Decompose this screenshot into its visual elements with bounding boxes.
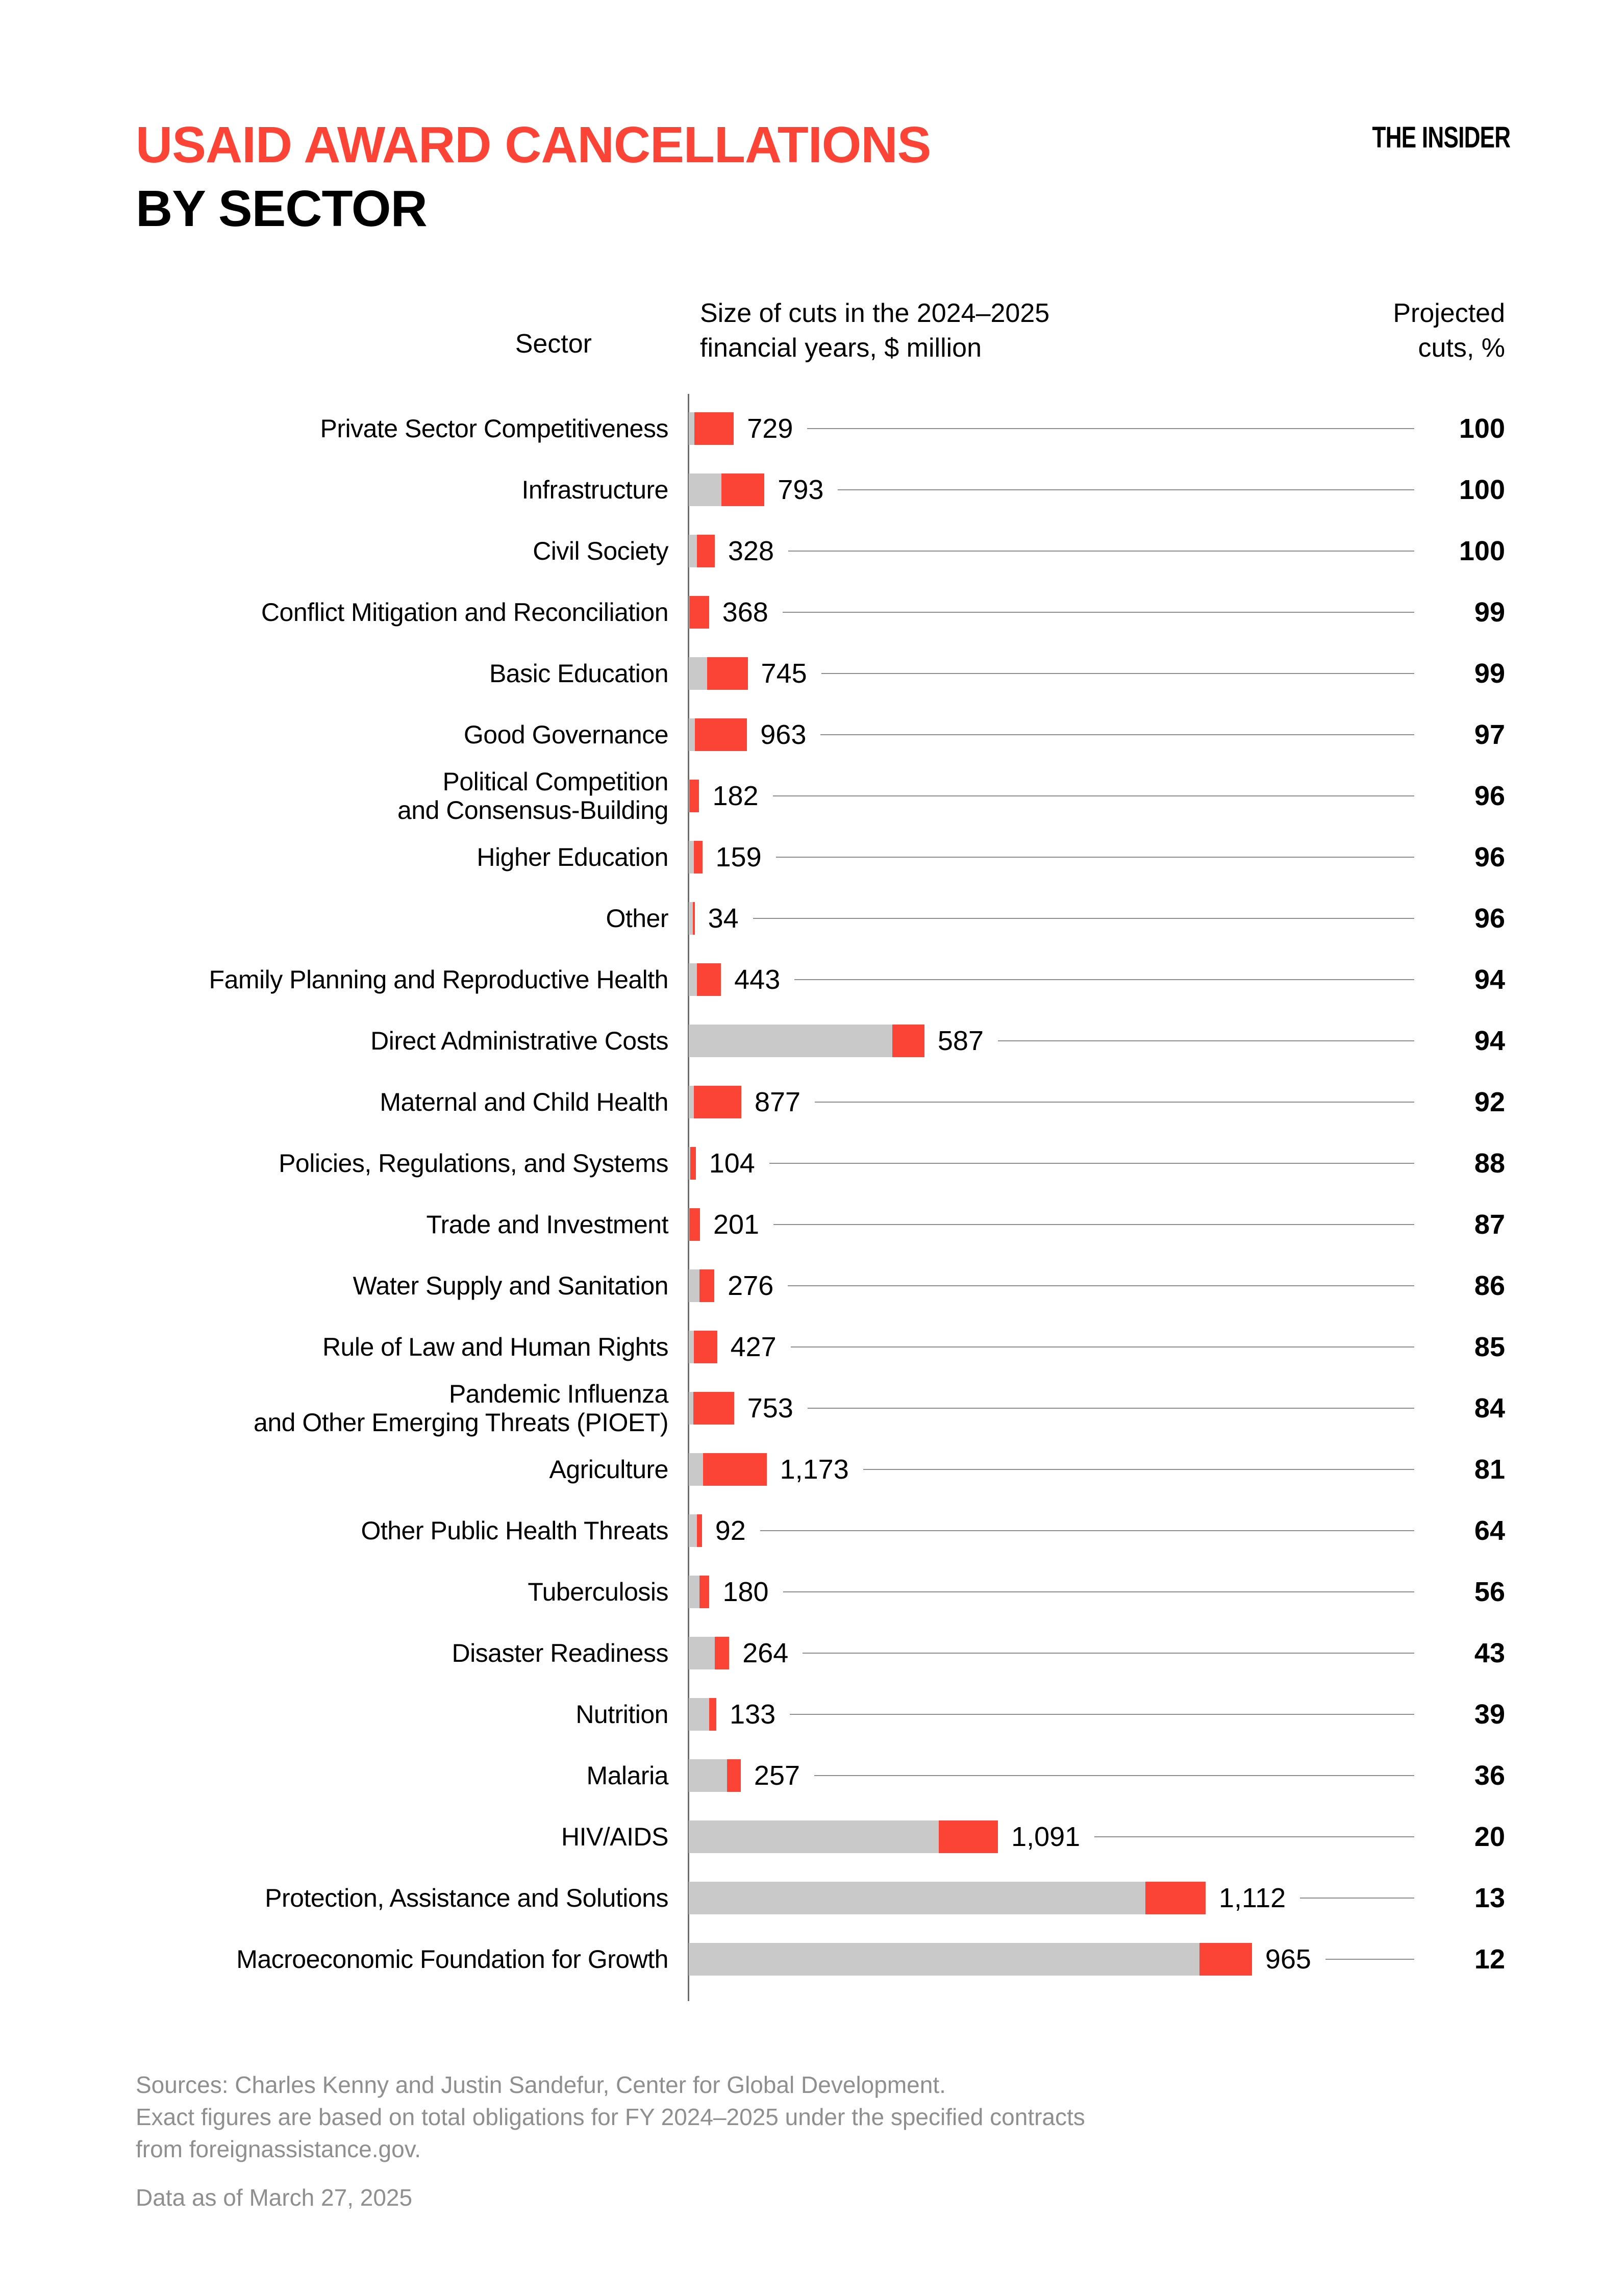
value-label: 34	[708, 903, 739, 934]
value-label: 877	[754, 1087, 801, 1117]
leader-line	[808, 1408, 1414, 1409]
bar-row	[0, 1867, 1602, 1929]
bar-row	[0, 949, 1602, 1010]
value-label: 1,091	[1011, 1821, 1081, 1852]
bar-remaining-gray	[689, 902, 693, 935]
percent-label: 43	[1474, 1638, 1505, 1668]
leader-line	[783, 612, 1414, 613]
bar-cuts-red	[694, 841, 703, 874]
sector-label: Nutrition	[575, 1700, 668, 1729]
bar-cuts-red	[727, 1759, 741, 1792]
leader-line	[760, 1530, 1414, 1531]
sector-label: Conflict Mitigation and Reconciliation	[261, 598, 668, 627]
percent-label: 87	[1474, 1209, 1505, 1240]
bar-row	[0, 1316, 1602, 1378]
percent-label: 99	[1474, 658, 1505, 689]
leader-line	[753, 918, 1414, 919]
bar-row	[0, 1439, 1602, 1500]
sector-label: Political Competition and Consensus-Building	[397, 767, 668, 825]
leader-line	[838, 489, 1414, 490]
sector-label: HIV/AIDS	[561, 1823, 668, 1851]
bar-row	[0, 1255, 1602, 1316]
value-label: 257	[754, 1760, 800, 1791]
bar-row	[0, 704, 1602, 765]
leader-line	[794, 979, 1414, 980]
bar-row	[0, 1133, 1602, 1194]
bar-chart-rows	[0, 398, 1602, 1990]
bar-remaining-gray	[689, 1882, 1145, 1914]
leader-line	[815, 1102, 1414, 1103]
sector-label: Private Sector Competitiveness	[320, 414, 668, 443]
leader-line	[783, 1591, 1414, 1592]
leader-line	[773, 1224, 1414, 1225]
bar-row	[0, 1500, 1602, 1561]
column-header-size-line2: financial years, $ million	[700, 333, 982, 363]
bar-row	[0, 1194, 1602, 1255]
column-header-sector: Sector	[515, 329, 592, 359]
bar-row	[0, 1806, 1602, 1867]
value-label: 793	[778, 475, 824, 505]
value-label: 328	[728, 536, 774, 566]
bar-cuts-red	[699, 1576, 709, 1608]
bar-remaining-gray	[689, 1637, 715, 1669]
percent-label: 88	[1474, 1148, 1505, 1179]
bar-row	[0, 888, 1602, 949]
column-header-pct-line2: cuts, %	[1418, 333, 1505, 363]
percent-label: 86	[1474, 1270, 1505, 1301]
bar-cuts-red	[697, 963, 721, 996]
value-label: 104	[709, 1148, 755, 1179]
bar-cuts-red	[695, 718, 747, 751]
bar-remaining-gray	[689, 718, 695, 751]
bar-cuts-red	[939, 1820, 998, 1853]
bar-cuts-red	[1145, 1882, 1206, 1914]
bar-row	[0, 459, 1602, 520]
footer	[136, 2069, 1085, 2214]
bar-row	[0, 827, 1602, 888]
sector-label: Good Governance	[463, 720, 668, 749]
percent-label: 92	[1474, 1087, 1505, 1117]
percent-label: 85	[1474, 1332, 1505, 1362]
bar-cuts-red	[703, 1453, 767, 1486]
leader-line	[1300, 1898, 1414, 1899]
leader-line	[820, 734, 1414, 735]
bar-cuts-red	[693, 1392, 734, 1425]
bar-cuts-red	[697, 1514, 702, 1547]
bar-remaining-gray	[689, 963, 697, 996]
leader-line	[769, 1163, 1414, 1164]
percent-label: 13	[1474, 1883, 1505, 1913]
value-label: 182	[712, 781, 759, 811]
footer-source-line2: Exact figures are based on total obligations for FY 2024–2025 under the specified contracts	[136, 2104, 1085, 2130]
percent-label: 100	[1459, 475, 1505, 505]
leader-line	[776, 857, 1414, 858]
percent-label: 56	[1474, 1577, 1505, 1607]
sector-label: Pandemic Influenza and Other Emerging Threats (PIOET)	[254, 1380, 668, 1437]
footer-data-as-of: Data as of March 27, 2025	[136, 2184, 413, 2211]
bar-cuts-red	[715, 1637, 729, 1669]
bar-remaining-gray	[689, 1759, 727, 1792]
bar-remaining-gray	[689, 1453, 703, 1486]
bar-cuts-red	[689, 1208, 700, 1241]
bar-row	[0, 1623, 1602, 1684]
bar-row	[0, 1684, 1602, 1745]
value-label: 264	[742, 1638, 789, 1668]
percent-label: 96	[1474, 903, 1505, 934]
column-header-pct-line1: Projected	[1393, 298, 1505, 328]
sector-label: Macroeconomic Foundation for Growth	[236, 1945, 668, 1974]
bar-cuts-red	[694, 1086, 741, 1118]
percent-label: 20	[1474, 1821, 1505, 1852]
value-label: 1,112	[1219, 1883, 1286, 1913]
leader-line	[821, 673, 1414, 674]
leader-line	[773, 795, 1414, 796]
bar-row	[0, 643, 1602, 704]
bar-cuts-red	[709, 1698, 716, 1731]
leader-line	[791, 1346, 1414, 1347]
bar-row	[0, 1561, 1602, 1623]
sector-label: Other Public Health Threats	[361, 1516, 668, 1545]
leader-line	[788, 551, 1414, 552]
bar-cuts-red	[693, 902, 695, 935]
bar-cuts-red	[689, 780, 699, 812]
bar-row	[0, 1010, 1602, 1071]
column-header-projected-cuts	[1393, 296, 1505, 365]
percent-label: 94	[1474, 964, 1505, 995]
bar-remaining-gray	[689, 473, 721, 506]
percent-label: 97	[1474, 719, 1505, 750]
value-label: 753	[747, 1393, 793, 1424]
leader-line	[788, 1285, 1414, 1286]
bar-row	[0, 582, 1602, 643]
sector-label: Malaria	[586, 1761, 668, 1790]
bar-row	[0, 398, 1602, 459]
leader-line	[814, 1775, 1414, 1776]
value-label: 133	[730, 1699, 776, 1730]
leader-line	[863, 1469, 1414, 1470]
value-label: 1,173	[780, 1454, 849, 1485]
sector-label: Basic Education	[489, 659, 668, 688]
value-label: 180	[722, 1577, 769, 1607]
bar-cuts-red	[697, 535, 715, 567]
value-label: 368	[722, 597, 768, 628]
percent-label: 96	[1474, 842, 1505, 872]
page-title	[136, 113, 931, 241]
bar-remaining-gray	[689, 535, 697, 567]
sector-label: Other	[606, 904, 668, 933]
title-line-2: BY SECTOR	[136, 180, 427, 237]
sector-label: Disaster Readiness	[452, 1639, 668, 1667]
sector-label: Maternal and Child Health	[380, 1088, 668, 1116]
leader-line	[1325, 1959, 1414, 1960]
value-label: 965	[1265, 1944, 1311, 1975]
bar-remaining-gray	[689, 1820, 939, 1853]
value-label: 443	[734, 964, 781, 995]
percent-label: 12	[1474, 1944, 1505, 1975]
value-label: 201	[713, 1209, 760, 1240]
sector-label: Family Planning and Reproductive Health	[209, 965, 668, 994]
percent-label: 99	[1474, 597, 1505, 628]
bar-remaining-gray	[689, 1698, 709, 1731]
value-label: 587	[937, 1026, 984, 1056]
percent-label: 36	[1474, 1760, 1505, 1791]
bar-row	[0, 520, 1602, 582]
column-header-size-line1: Size of cuts in the 2024–2025	[700, 298, 1050, 328]
sector-label: Infrastructure	[521, 476, 668, 504]
value-label: 745	[761, 658, 807, 689]
percent-label: 84	[1474, 1393, 1505, 1424]
value-label: 963	[760, 719, 807, 750]
leader-line	[807, 428, 1414, 429]
bar-cuts-red	[699, 1269, 714, 1302]
bar-row	[0, 765, 1602, 827]
bar-remaining-gray	[689, 841, 694, 874]
bar-cuts-red	[694, 1331, 717, 1363]
bar-row	[0, 1745, 1602, 1806]
leader-line	[1094, 1836, 1414, 1837]
percent-label: 96	[1474, 781, 1505, 811]
bar-remaining-gray	[689, 1269, 699, 1302]
sector-label: Trade and Investment	[426, 1210, 668, 1239]
sector-label: Higher Education	[477, 843, 668, 871]
bar-remaining-gray	[689, 1331, 694, 1363]
footer-source-line1: Sources: Charles Kenny and Justin Sandefur, Center for Global Development.	[136, 2072, 946, 2098]
value-label: 276	[728, 1270, 774, 1301]
value-label: 159	[715, 842, 762, 872]
the-insider-logo: THE INSIDER	[1372, 121, 1510, 154]
bar-row	[0, 1929, 1602, 1990]
bar-row	[0, 1378, 1602, 1439]
sector-label: Rule of Law and Human Rights	[322, 1333, 668, 1361]
title-line-1: USAID AWARD CANCELLATIONS	[136, 116, 931, 173]
leader-line	[803, 1653, 1414, 1654]
sector-label: Tuberculosis	[528, 1578, 668, 1606]
footer-source-line3: from foreignassistance.gov.	[136, 2136, 421, 2162]
percent-label: 100	[1459, 413, 1505, 444]
bar-row	[0, 1071, 1602, 1133]
sector-label: Water Supply and Sanitation	[353, 1271, 668, 1300]
bar-cuts-red	[1199, 1943, 1252, 1976]
bar-cuts-red	[707, 657, 747, 690]
column-header-size	[700, 296, 1049, 365]
bar-remaining-gray	[689, 412, 694, 445]
bar-remaining-gray	[689, 1025, 892, 1057]
bar-cuts-red	[690, 1147, 696, 1180]
sector-label: Agriculture	[549, 1455, 668, 1484]
bar-cuts-red	[689, 596, 709, 629]
leader-line	[998, 1040, 1414, 1041]
bar-remaining-gray	[689, 1943, 1199, 1976]
percent-label: 94	[1474, 1026, 1505, 1056]
percent-label: 64	[1474, 1515, 1505, 1546]
bar-remaining-gray	[689, 657, 707, 690]
bar-cuts-red	[721, 473, 764, 506]
bar-cuts-red	[892, 1025, 924, 1057]
bar-remaining-gray	[689, 1576, 699, 1608]
value-label: 427	[730, 1332, 777, 1362]
sector-label: Policies, Regulations, and Systems	[279, 1149, 668, 1178]
percent-label: 81	[1474, 1454, 1505, 1485]
bar-remaining-gray	[689, 1514, 697, 1547]
bar-remaining-gray	[689, 1392, 693, 1425]
value-label: 729	[747, 413, 793, 444]
sector-label: Protection, Assistance and Solutions	[265, 1884, 668, 1912]
value-label: 92	[715, 1515, 746, 1546]
percent-label: 39	[1474, 1699, 1505, 1730]
bar-remaining-gray	[689, 1086, 694, 1118]
percent-label: 100	[1459, 536, 1505, 566]
sector-label: Direct Administrative Costs	[370, 1027, 668, 1055]
leader-line	[790, 1714, 1414, 1715]
sector-label: Civil Society	[533, 537, 668, 565]
bar-cuts-red	[694, 412, 734, 445]
